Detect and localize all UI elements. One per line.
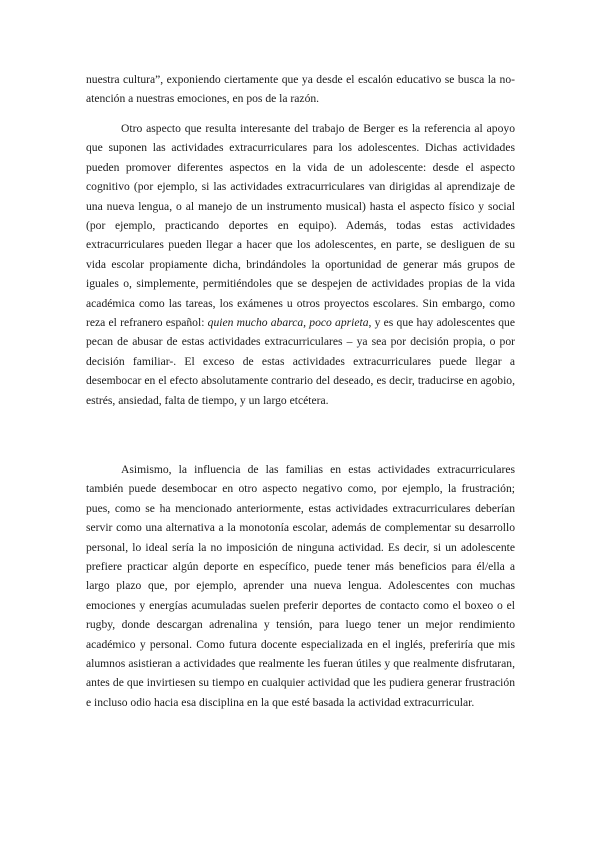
paragraph-1-text: nuestra cultura”, exponiendo ciertamente que ya desde el escalón educativo se busca la no-atención a nuestras emociones, en pos de la razón. bbox=[86, 73, 515, 106]
paragraph-extracurricular-support bbox=[86, 119, 515, 410]
paragraph-family-influence bbox=[86, 460, 515, 712]
paragraph-3-text: Asimismo, la influencia de las familias en estas actividades extracurriculares también puede desembocar en otro aspecto negativo como, por ejemplo, la frustración; pues, como se ha mencionado anteriormente, estas actividades extracurriculares deberían servir como una alternativa a la monotonía escolar, además de complementar su desarrollo personal, lo ideal sería la no imposición de ninguna actividad. Es decir, si un adolescente prefiere practicar algún deporte en específico, puede tener más beneficios para él/ella a largo plazo que, por ejemplo, aprender una nueva lengua. Adolescentes con muchas emociones y energías acumuladas suelen preferir deportes de contacto como el boxeo o el rugby, donde descargan adrenalina y tensión, para luego tener un mejor rendimiento académico y personal. Como futura docente especializada en el inglés, preferiría que mis alumnos asistieran a actividades que realmente les fueran útiles y que realmente disfrutaran, antes de que invirtiesen su tiempo en cualquier actividad que les pudiera generar frustración e incluso odio hacia esa disciplina en la que esté basada la actividad extracurricular. bbox=[86, 463, 515, 709]
spanish-proverb: quien mucho abarca, poco aprieta bbox=[207, 316, 369, 330]
paragraph-2-text bbox=[86, 119, 515, 410]
paragraph-2-after-italic: , y es que hay adolescentes que pecan de abusar de estas actividades extracurriculares – ya sea por decisión propia, o por decisión familiar-. El exceso de estas actividades extracurriculares puede llegar a desembocar en el efecto absolutamente contrario del deseado, es decir, traducirse en agobio, estrés, ansiedad, falta de tiempo, y un largo etcétera. bbox=[86, 316, 515, 407]
paragraph-continuation bbox=[86, 70, 515, 109]
paragraph-2-before-italic: Otro aspecto que resulta interesante del trabajo de Berger es la referencia al apoyo que suponen las actividades extracurriculares para los adolescentes. Dichas actividades pueden promover diferentes aspectos en la vida de un adolescente: desde el aspecto cognitivo (por ejemplo, si las actividades extracurriculares van dirigidas al aprendizaje de una nueva lengua, o al manejo de un instrumento musical) hasta el aspecto físico y social (por ejemplo, practicando deportes en equipo). Además, todas estas actividades extracurriculares pueden llegar a hacer que los adolescentes, en parte, se desliguen de su vida escolar propiamente dicha, brindándoles la oportunidad de generar más grupos de iguales o, simplemente, permitiéndoles que se despejen de actividades propias de la vida académica como las tareas, los exámenes u otros proyectos escolares. Sin embargo, como reza el refranero español: bbox=[86, 122, 515, 330]
